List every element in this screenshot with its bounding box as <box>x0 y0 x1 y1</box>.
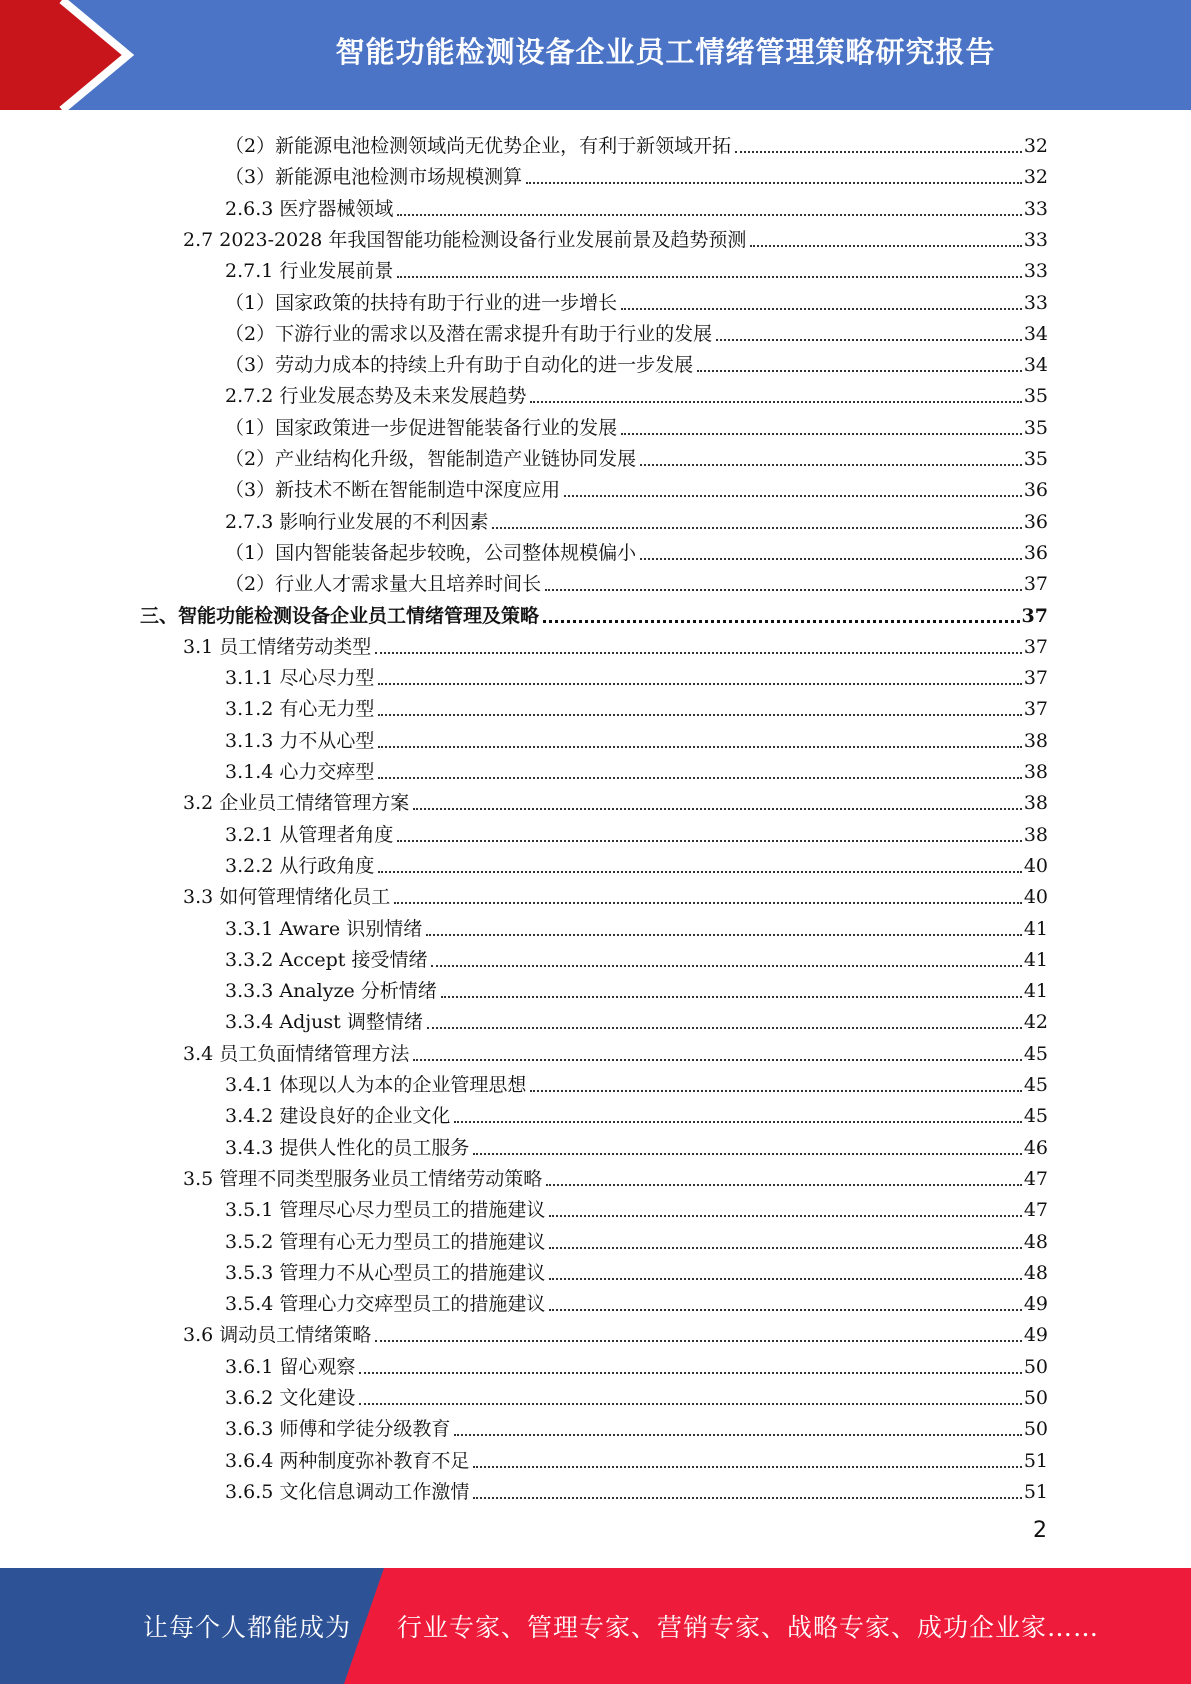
toc-dot-leader <box>375 1339 1022 1342</box>
toc-entry-page: 32 <box>1023 166 1048 188</box>
toc-entry-title: 3.2.1 从管理者角度 <box>225 824 394 846</box>
toc-entry-page: 37 <box>1023 698 1048 720</box>
toc-dot-leader <box>549 1246 1021 1249</box>
toc-entry-title: 3.5.4 管理心力交瘁型员工的措施建议 <box>225 1293 546 1315</box>
toc-dot-leader <box>545 588 1022 591</box>
toc-dot-leader <box>473 1152 1021 1155</box>
toc-entry[interactable] <box>225 315 1048 346</box>
toc-dot-leader <box>441 995 1022 998</box>
toc-dot-leader <box>621 307 1022 310</box>
toc-entry-page: 38 <box>1023 730 1048 752</box>
toc-dot-leader <box>397 275 1021 278</box>
toc-entry[interactable] <box>225 1254 1048 1285</box>
toc-entry[interactable] <box>225 690 1048 721</box>
toc-chapter-entry[interactable] <box>140 597 1048 628</box>
toc-entry-page: 33 <box>1023 198 1048 220</box>
toc-entry[interactable] <box>225 252 1048 283</box>
footer-slogan-right: 行业专家、管理专家、营销专家、战略专家、成功企业家…… <box>397 1613 1100 1642</box>
toc-entry-title: 3.3 如何管理情绪化员工 <box>183 886 391 908</box>
toc-entry-title: （2）产业结构化升级，智能制造产业链协同发展 <box>225 448 637 470</box>
toc-entry-page: 51 <box>1023 1450 1048 1472</box>
toc-dot-leader <box>431 964 1021 967</box>
toc-entry-page: 37 <box>1021 605 1048 627</box>
toc-entry[interactable] <box>225 440 1048 471</box>
toc-entry-title: 3.1.1 尽心尽力型 <box>225 667 375 689</box>
toc-entry[interactable] <box>183 878 1048 909</box>
toc-entry-page: 33 <box>1023 229 1048 251</box>
toc-dot-leader <box>378 745 1021 748</box>
toc-dot-leader <box>546 1183 1022 1186</box>
toc-entry-page: 47 <box>1023 1168 1048 1190</box>
toc-entry-title: 3.3.3 Analyze 分析情绪 <box>225 980 437 1002</box>
header-banner <box>0 0 1191 110</box>
toc-entry-title: 2.7.2 行业发展态势及未来发展趋势 <box>225 385 527 407</box>
page-number: 2 <box>1033 1518 1047 1543</box>
toc-entry[interactable] <box>183 628 1048 659</box>
toc-dot-leader <box>473 1465 1021 1468</box>
toc-entry-title: 3.4.3 提供人性化的员工服务 <box>225 1137 470 1159</box>
toc-entry-page: 50 <box>1023 1356 1048 1378</box>
toc-entry[interactable] <box>225 1379 1048 1410</box>
toc-entry[interactable] <box>225 1066 1048 1097</box>
toc-entry-title: 3.5.2 管理有心无力型员工的措施建议 <box>225 1231 546 1253</box>
toc-entry-title: （1）国内智能装备起步较晚，公司整体规模偏小 <box>225 542 637 564</box>
toc-entry-title: 3.1.4 心力交瘁型 <box>225 761 375 783</box>
toc-entry-title: 3.2 企业员工情绪管理方案 <box>183 792 410 814</box>
toc-entry-page: 46 <box>1023 1137 1048 1159</box>
toc-entry[interactable] <box>225 377 1048 408</box>
toc-entry-title: 3.1.2 有心无力型 <box>225 698 375 720</box>
toc-entry-page: 37 <box>1023 667 1048 689</box>
toc-dot-leader <box>530 1089 1021 1092</box>
toc-entry[interactable] <box>225 534 1048 565</box>
toc-entry-title: 2.7.1 行业发展前景 <box>225 260 394 282</box>
toc-entry-title: 3.6.4 两种制度弥补教育不足 <box>225 1450 470 1472</box>
toc-entry-title: （1）国家政策进一步促进智能装备行业的发展 <box>225 417 618 439</box>
toc-entry[interactable] <box>225 847 1048 878</box>
toc-entry-page: 49 <box>1023 1293 1048 1315</box>
toc-entry-title: （3）新技术不断在智能制造中深度应用 <box>225 479 561 501</box>
toc-entry[interactable] <box>225 941 1048 972</box>
toc-entry[interactable] <box>183 784 1048 815</box>
toc-entry-title: 3.4.2 建设良好的企业文化 <box>225 1105 451 1127</box>
toc-entry-title: 3.5 管理不同类型服务业员工情绪劳动策略 <box>183 1168 543 1190</box>
toc-dot-leader <box>397 213 1021 216</box>
toc-dot-leader <box>378 870 1021 873</box>
toc-entry-page: 42 <box>1023 1011 1048 1033</box>
toc-entry[interactable] <box>225 1003 1048 1034</box>
toc-entry[interactable] <box>225 1223 1048 1254</box>
toc-entry-title: 3.3.1 Aware 识别情绪 <box>225 918 423 940</box>
toc-entry-page: 36 <box>1023 479 1048 501</box>
toc-entry[interactable] <box>225 910 1048 941</box>
toc-entry-page: 37 <box>1023 573 1048 595</box>
toc-entry[interactable] <box>225 972 1048 1003</box>
toc-entry-title: 3.6.3 师傅和学徒分级教育 <box>225 1418 451 1440</box>
toc-entry-title: 3.6.5 文化信息调动工作激情 <box>225 1481 470 1503</box>
toc-entry-title: 3.1 员工情绪劳动类型 <box>183 636 372 658</box>
toc-entry-title: 三、智能功能检测设备企业员工情绪管理及策略 <box>140 605 540 627</box>
toc-entry-page: 33 <box>1023 292 1048 314</box>
toc-entry-title: （3）新能源电池检测市场规模测算 <box>225 166 523 188</box>
toc-dot-leader <box>375 651 1022 654</box>
toc-entry-title: 2.6.3 医疗器械领域 <box>225 198 394 220</box>
toc-entry-title: （2）新能源电池检测领域尚无优势企业，有利于新领域开拓 <box>225 135 732 157</box>
toc-dot-leader <box>549 1277 1021 1280</box>
toc-dot-leader <box>394 901 1022 904</box>
toc-dot-leader <box>359 1371 1021 1374</box>
toc-dot-leader <box>621 432 1022 435</box>
toc-entry-page: 38 <box>1023 824 1048 846</box>
toc-dot-leader <box>549 1308 1021 1311</box>
report-title: 智能功能检测设备企业员工情绪管理策略研究报告 <box>335 34 996 69</box>
toc-entry[interactable] <box>225 1285 1048 1316</box>
toc-dot-leader <box>492 526 1021 529</box>
toc-entry-title: 2.7 2023-2028 年我国智能功能检测设备行业发展前景及趋势预测 <box>183 229 747 251</box>
toc-entry-page: 35 <box>1023 417 1048 439</box>
toc-dot-leader <box>454 1433 1021 1436</box>
toc-entry-title: 3.2.2 从行政角度 <box>225 855 375 877</box>
toc-dot-leader <box>564 494 1022 497</box>
toc-entry[interactable] <box>225 190 1048 221</box>
toc-entry-page: 45 <box>1023 1043 1048 1065</box>
toc-entry-page: 34 <box>1023 354 1048 376</box>
toc-dot-leader <box>735 150 1022 153</box>
toc-entry[interactable] <box>225 284 1048 315</box>
footer-banner <box>0 1568 1191 1684</box>
toc-entry-title: 3.3.2 Accept 接受情绪 <box>225 949 428 971</box>
toc-entry[interactable] <box>225 127 1048 158</box>
toc-dot-leader <box>426 933 1022 936</box>
toc-entry[interactable] <box>183 1160 1048 1191</box>
toc-dot-leader <box>543 619 1020 623</box>
toc-entry[interactable] <box>225 1473 1048 1504</box>
toc-entry-page: 35 <box>1023 385 1048 407</box>
toc-entry-page: 40 <box>1023 855 1048 877</box>
toc-entry-page: 38 <box>1023 761 1048 783</box>
toc-entry-page: 49 <box>1023 1324 1048 1346</box>
toc-entry-title: 3.5.1 管理尽心尽力型员工的措施建议 <box>225 1199 546 1221</box>
toc-entry-title: 3.6 调动员工情绪策略 <box>183 1324 372 1346</box>
toc-entry-title: 3.4 员工负面情绪管理方法 <box>183 1043 410 1065</box>
toc-entry[interactable] <box>225 471 1048 502</box>
toc-entry[interactable] <box>225 659 1048 690</box>
toc-entry-title: 3.3.4 Adjust 调整情绪 <box>225 1011 423 1033</box>
toc-entry-page: 40 <box>1023 886 1048 908</box>
toc-entry[interactable] <box>225 1191 1048 1222</box>
toc-dot-leader <box>530 400 1021 403</box>
toc-entry-title: 3.5.3 管理力不从心型员工的措施建议 <box>225 1262 546 1284</box>
toc-entry[interactable] <box>183 1035 1048 1066</box>
toc-entry-page: 50 <box>1023 1387 1048 1409</box>
toc-dot-leader <box>413 1058 1022 1061</box>
toc-entry[interactable] <box>225 816 1048 847</box>
toc-entry-title: 3.6.1 留心观察 <box>225 1356 356 1378</box>
toc-entry-page: 45 <box>1023 1074 1048 1096</box>
toc-entry[interactable] <box>225 722 1048 753</box>
toc-entry[interactable] <box>225 1442 1048 1473</box>
toc-entry-page: 45 <box>1023 1105 1048 1127</box>
toc-entry-page: 41 <box>1023 949 1048 971</box>
toc-dot-leader <box>413 807 1022 810</box>
toc-entry-title: 3.6.2 文化建设 <box>225 1387 356 1409</box>
toc-entry[interactable] <box>225 1410 1048 1441</box>
toc-entry-page: 36 <box>1023 542 1048 564</box>
toc-entry[interactable] <box>225 346 1048 377</box>
toc-entry[interactable] <box>225 1348 1048 1379</box>
toc-dot-leader <box>716 338 1022 341</box>
toc-entry[interactable] <box>225 1129 1048 1160</box>
toc-entry-page: 41 <box>1023 980 1048 1002</box>
toc-entry[interactable] <box>225 1097 1048 1128</box>
toc-dot-leader <box>359 1402 1021 1405</box>
toc-dot-leader <box>454 1120 1021 1123</box>
toc-entry-title: （2）行业人才需求量大且培养时间长 <box>225 573 542 595</box>
toc-dot-leader <box>427 1026 1022 1029</box>
toc-entry[interactable] <box>225 409 1048 440</box>
toc-entry[interactable] <box>183 221 1048 252</box>
toc-dot-leader <box>750 244 1021 247</box>
toc-entry[interactable] <box>225 565 1048 596</box>
toc-dot-leader <box>473 1496 1021 1499</box>
toc-entry-page: 47 <box>1023 1199 1048 1221</box>
toc-entry[interactable] <box>225 503 1048 534</box>
toc-entry-page: 37 <box>1023 636 1048 658</box>
toc-entry-page: 48 <box>1023 1262 1048 1284</box>
toc-entry-page: 36 <box>1023 511 1048 533</box>
toc-dot-leader <box>549 1214 1021 1217</box>
toc-entry-title: （3）劳动力成本的持续上升有助于自动化的进一步发展 <box>225 354 694 376</box>
toc-entry-title: （2）下游行业的需求以及潜在需求提升有助于行业的发展 <box>225 323 713 345</box>
toc-dot-leader <box>697 369 1022 372</box>
toc-entry-page: 41 <box>1023 918 1048 940</box>
toc-dot-leader <box>526 181 1022 184</box>
toc-dot-leader <box>378 713 1021 716</box>
toc-entry[interactable] <box>225 753 1048 784</box>
toc-entry-page: 33 <box>1023 260 1048 282</box>
toc-entry-page: 34 <box>1023 323 1048 345</box>
header-arrow-logo <box>0 0 150 110</box>
toc-entry-title: 2.7.3 影响行业发展的不利因素 <box>225 511 489 533</box>
toc-entry-page: 32 <box>1023 135 1048 157</box>
toc-entry-page: 50 <box>1023 1418 1048 1440</box>
toc-dot-leader <box>378 682 1021 685</box>
toc-dot-leader <box>397 839 1021 842</box>
toc-entry[interactable] <box>183 1316 1048 1347</box>
toc-entry-page: 35 <box>1023 448 1048 470</box>
toc-entry-page: 38 <box>1023 792 1048 814</box>
toc-entry-page: 48 <box>1023 1231 1048 1253</box>
footer-slogan-left: 让每个人都能成为 <box>143 1613 352 1642</box>
toc-entry-page: 51 <box>1023 1481 1048 1503</box>
toc-entry[interactable] <box>225 158 1048 189</box>
toc-entry-title: （1）国家政策的扶持有助于行业的进一步增长 <box>225 292 618 314</box>
toc-dot-leader <box>640 557 1022 560</box>
toc-dot-leader <box>640 463 1022 466</box>
toc-entry-title: 3.1.3 力不从心型 <box>225 730 375 752</box>
toc-entry-title: 3.4.1 体现以人为本的企业管理思想 <box>225 1074 527 1096</box>
toc-dot-leader <box>378 776 1021 779</box>
